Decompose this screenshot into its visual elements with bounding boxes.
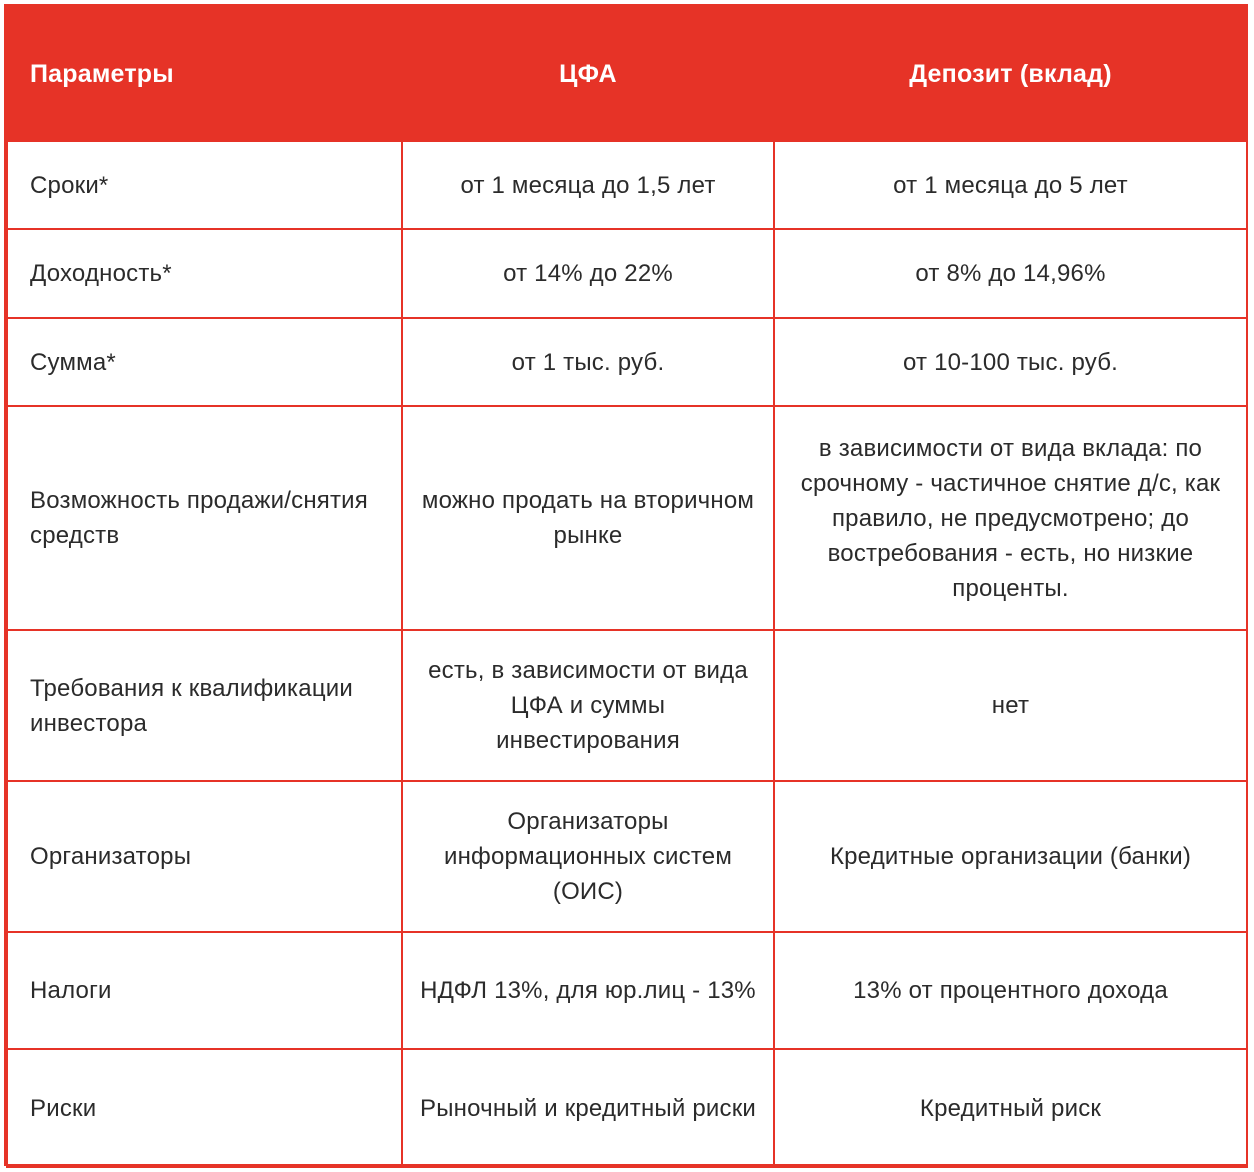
table-row	[7, 932, 1247, 1049]
row-deposit-value: нет	[774, 630, 1247, 781]
row-deposit-value: 13% от процентного дохода	[774, 932, 1247, 1049]
header-cfa: ЦФА	[402, 7, 774, 141]
table-body	[7, 141, 1247, 1167]
table-row	[7, 141, 1247, 229]
row-cfa-value: от 1 тыс. руб.	[402, 318, 774, 406]
row-deposit-value: в зависимости от вида вклада: по срочному - частичное снятие д/с, как правило, не предусмотрено; до востребования - есть, но низкие проценты.	[774, 406, 1247, 630]
table-row	[7, 406, 1247, 630]
row-deposit-value: от 1 месяца до 5 лет	[774, 141, 1247, 229]
row-parameter: Сроки*	[7, 141, 402, 229]
comparison-table-container	[4, 4, 1248, 1166]
row-parameter: Организаторы	[7, 781, 402, 932]
header-parameters: Параметры	[7, 7, 402, 141]
row-cfa-value: можно продать на вторичном рынке	[402, 406, 774, 630]
header-row	[7, 7, 1247, 141]
row-cfa-value: от 1 месяца до 1,5 лет	[402, 141, 774, 229]
row-parameter: Налоги	[7, 932, 402, 1049]
row-cfa-value: НДФЛ 13%, для юр.лиц - 13%	[402, 932, 774, 1049]
row-cfa-value: Организаторы информационных систем (ОИС)	[402, 781, 774, 932]
row-cfa-value: Рыночный и кредитный риски	[402, 1049, 774, 1167]
row-cfa-value: от 14% до 22%	[402, 229, 774, 318]
row-parameter: Возможность продажи/снятия средств	[7, 406, 402, 630]
comparison-table	[6, 6, 1248, 1168]
row-cfa-value: есть, в зависимости от вида ЦФА и суммы инвестирования	[402, 630, 774, 781]
row-parameter: Сумма*	[7, 318, 402, 406]
row-deposit-value: от 8% до 14,96%	[774, 229, 1247, 318]
table-row	[7, 1049, 1247, 1167]
table-row	[7, 318, 1247, 406]
row-deposit-value: Кредитные организации (банки)	[774, 781, 1247, 932]
row-deposit-value: от 10-100 тыс. руб.	[774, 318, 1247, 406]
table-row	[7, 229, 1247, 318]
table-row	[7, 630, 1247, 781]
row-parameter: Доходность*	[7, 229, 402, 318]
header-deposit: Депозит (вклад)	[774, 7, 1247, 141]
row-parameter: Риски	[7, 1049, 402, 1167]
row-parameter: Требования к квалификации инвестора	[7, 630, 402, 781]
row-deposit-value: Кредитный риск	[774, 1049, 1247, 1167]
table-row	[7, 781, 1247, 932]
table-header	[7, 7, 1247, 141]
